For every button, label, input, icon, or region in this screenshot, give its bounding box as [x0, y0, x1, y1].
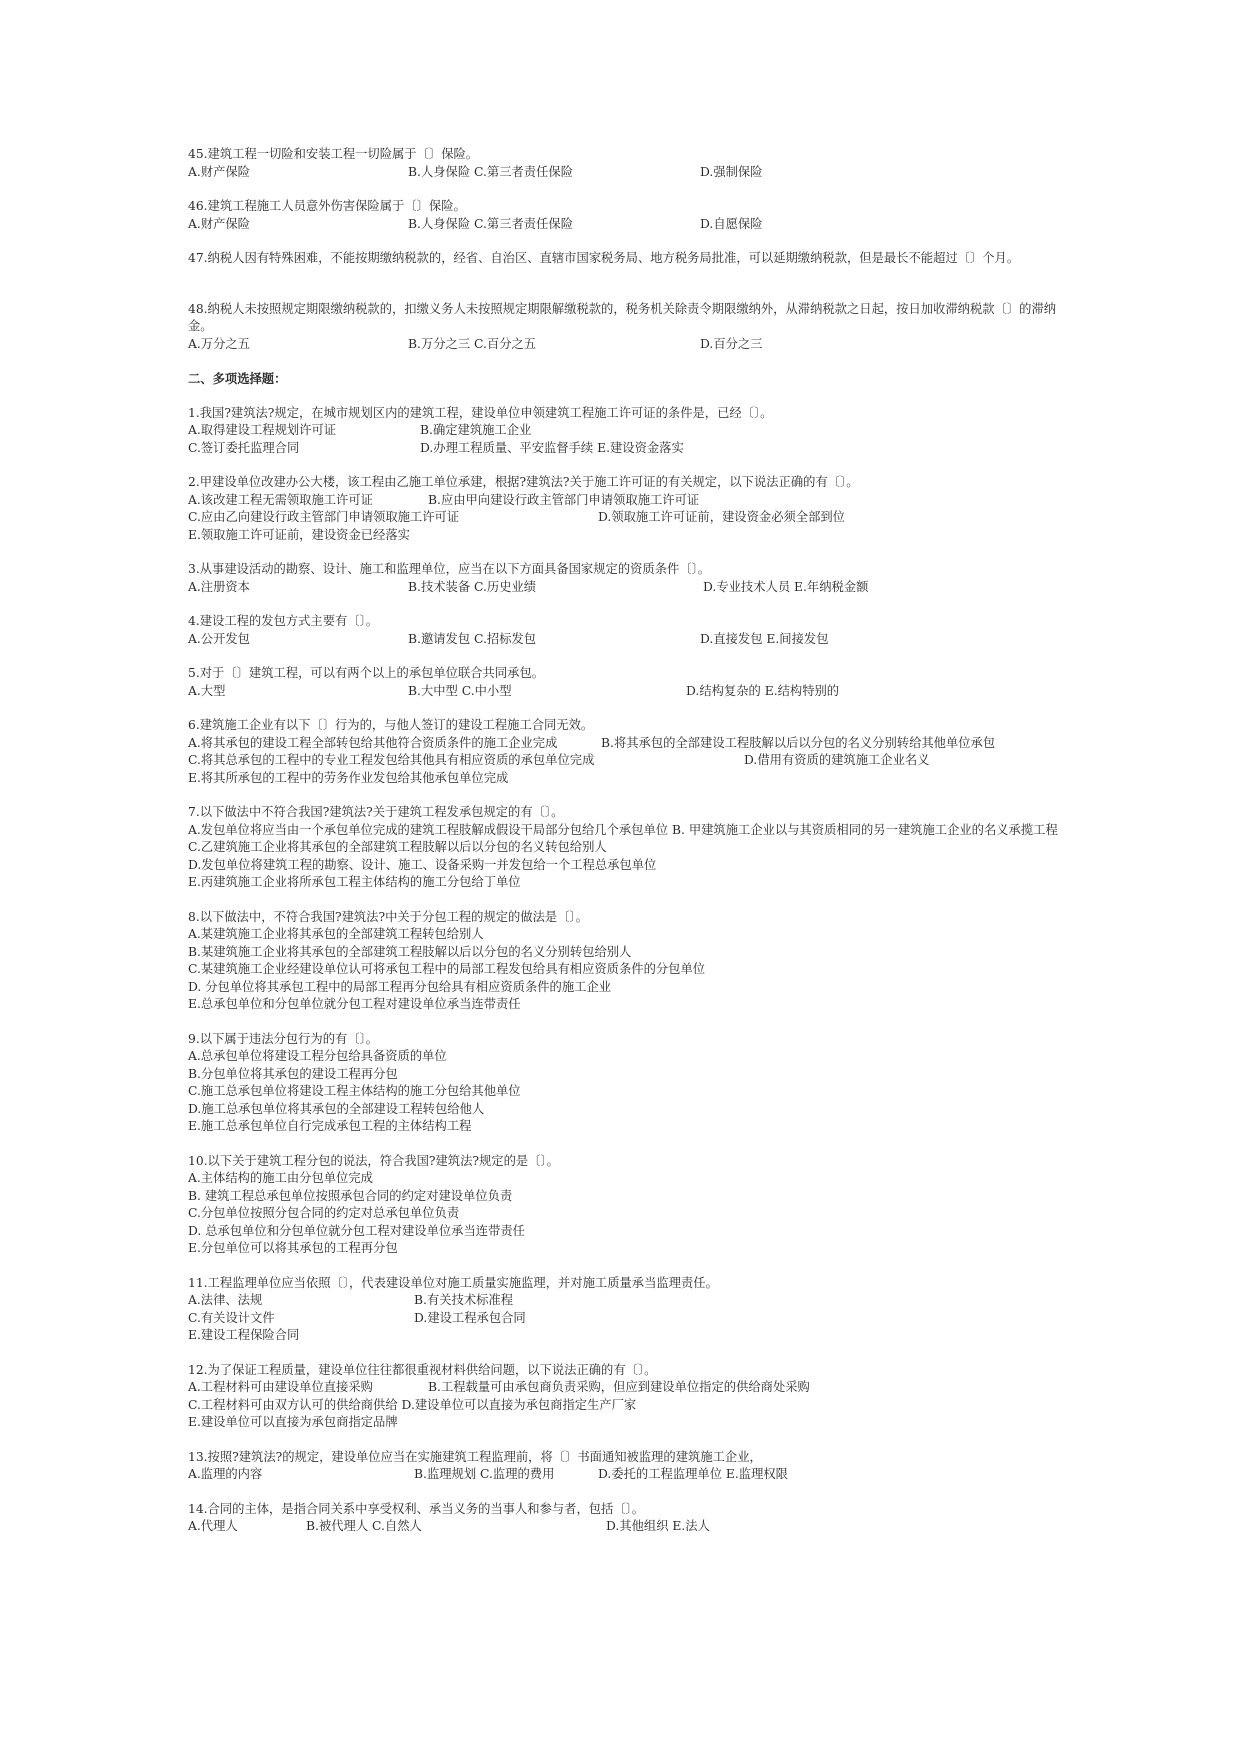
- options-row: [188, 1518, 1058, 1536]
- option: A.发包单位将应当由一个承包单位完成的建筑工程肢解成假设干局部分包给几个承包单位 B. 甲建筑施工企业以与其资质相同的另一建筑施工企业的名义承揽工程: [188, 822, 1058, 837]
- question-text: 2.甲建设单位改建办公大楼，该工程由乙施工单位承建，根据?建筑法?关于施工许可证的有关规定，以下说法正确的有〔〕。: [188, 475, 859, 489]
- question-text: 47.纳税人因有特殊困难，不能按期缴纳税款的，经省、自治区、直辖市国家税务局、地方税务局批准，可以延期缴纳税款，但是最长不能超过〔〕个月。: [188, 251, 1020, 265]
- option: D. 分包单位将其承包工程中的局部工程再分包给具有相应资质条件的施工企业: [188, 979, 612, 994]
- question-text: 3.从事建设活动的勘察、设计、施工和监理单位，应当在以下方面具备国家规定的资质条件〔〕。: [188, 562, 711, 576]
- option: B.大中型 C.中小型: [408, 683, 512, 698]
- option: B.某建筑施工企业将其承包的全部建筑工程肢解以后以分包的名义分别转包给别人: [188, 944, 632, 959]
- option: B.应由甲向建设行政主管部门申请领取施工许可证: [428, 492, 700, 507]
- option: A.大型: [188, 683, 226, 698]
- option: C.施工总承包单位将建设工程主体结构的施工分包给其他单位: [188, 1084, 521, 1098]
- option: E.分包单位可以将其承包的工程再分包: [188, 1241, 398, 1255]
- option: C.签订委托监理合同: [188, 440, 300, 455]
- question-text: 1.我国?建筑法?规定，在城市规划区内的建筑工程，建设单位申领建筑工程施工许可证的条件是，已经〔〕。: [188, 405, 773, 420]
- option: B.技术装备 C.历史业绩: [408, 579, 537, 594]
- option: B.有关技术标准程: [414, 1293, 514, 1307]
- option: D.借用有资质的建筑施工企业名义: [744, 753, 930, 767]
- question-46: [188, 198, 1058, 233]
- multi-question-10: [188, 1153, 1058, 1258]
- option: B.被代理人 C.自然人: [306, 1519, 422, 1533]
- question-47: [188, 250, 1058, 268]
- option: D.施工总承包单位将其承包的全部建设工程转包给他人: [188, 1101, 485, 1116]
- option: C.乙建筑施工企业将其承包的全部建筑工程肢解以后以分包的名义转包给别人: [188, 840, 607, 854]
- option: D.专业技术人员 E.年纳税金额: [703, 579, 869, 594]
- options-row: [188, 509, 1058, 527]
- option: D.领取施工许可证前，建设资金必须全部到位: [598, 510, 845, 524]
- options-row: [188, 492, 1058, 510]
- options-row: [188, 164, 1058, 182]
- question-45: [188, 146, 1058, 181]
- option-d: D.强制保险: [700, 164, 763, 179]
- option: A.注册资本: [188, 579, 250, 594]
- option-d: D.百分之三: [700, 336, 763, 351]
- options-row: [188, 1466, 1058, 1484]
- option: C.应由乙向建设行政主管部门申请领取施工许可证: [188, 510, 460, 524]
- options-row: [188, 1327, 1058, 1345]
- option: E.将其所承包的工程中的劳务作业发包给其他承包单位完成: [188, 770, 509, 785]
- option: C.分包单位按照分包合同的约定对总承包单位负责: [188, 1206, 460, 1220]
- question-text: 7.以下做法中不符合我国?建筑法?关于建筑工程发承包规定的有〔〕。: [188, 805, 564, 819]
- question-text: 48.纳税人未按照规定期限缴纳税款的，扣缴义务人未按照规定期限解缴税款的，税务机关除责令期限缴纳外，从滞纳税款之日起，按日加收滞纳税款〔〕的滞纳金。: [188, 301, 1057, 333]
- question-text: 45.建筑工程一切险和安装工程一切险属于〔〕保险。: [188, 147, 479, 161]
- option: B.分包单位将其承包的建设工程再分包: [188, 1066, 398, 1081]
- options-row: [188, 683, 1058, 701]
- question-text: 14.合同的主体，是指合同关系中享受权利、承当义务的当事人和参与者，包括〔〕。: [188, 1501, 645, 1516]
- multi-question-7: [188, 804, 1058, 892]
- option: A.某建筑施工企业将其承包的全部建筑工程转包给别人: [188, 927, 484, 941]
- options-row: [188, 735, 1058, 753]
- option: A.主体结构的施工由分包单位完成: [188, 1171, 373, 1185]
- option: E.丙建筑施工企业将所承包工程主体结构的施工分包给丁单位: [188, 875, 521, 889]
- option: E.建设单位可以直接为承包商指定品牌: [188, 1415, 398, 1429]
- option: B.邀请发包 C.招标发包: [408, 631, 537, 646]
- option: A.监理的内容: [188, 1467, 263, 1481]
- option-a: A.万分之五: [188, 336, 250, 351]
- option-b-c: B.人身保险 C.第三者责任保险: [408, 164, 573, 179]
- multi-question-14: [188, 1501, 1058, 1536]
- multi-question-2: [188, 474, 1058, 544]
- option: E.领取施工许可证前，建设资金已经落实: [188, 527, 410, 542]
- multi-question-6: [188, 717, 1058, 787]
- options-row: [188, 631, 1058, 649]
- option: B.监理规划 C.监理的费用: [414, 1467, 555, 1481]
- option-b-c: B.人身保险 C.第三者责任保险: [408, 216, 573, 231]
- option: E.施工总承包单位自行完成承包工程的主体结构工程: [188, 1119, 472, 1133]
- option: E.总承包单位和分包单位就分包工程对建设单位承当连带责任: [188, 997, 521, 1011]
- multi-question-3: [188, 561, 1058, 596]
- option: C.某建筑施工企业经建设单位认可将承包工程中的局部工程发包给具有相应资质条件的分包单位: [188, 962, 706, 976]
- section-title: 二、多项选择题：: [188, 371, 287, 386]
- options-row: [188, 1414, 1058, 1432]
- options-row: [188, 579, 1058, 597]
- question-text: 10.以下关于建筑工程分包的说法，符合我国?建筑法?规定的是〔〕。: [188, 1153, 559, 1168]
- option-a: A.财产保险: [188, 164, 250, 179]
- options-row: [188, 527, 1058, 545]
- question-text: 9.以下属于违法分包行为的有〔〕。: [188, 1031, 379, 1046]
- option: C.有关设计文件: [188, 1310, 275, 1325]
- option: D.办理工程质量、平安监督手续 E.建设资金落实: [420, 440, 684, 455]
- option: B.工程载量可由承包商负责采购，但应到建设单位指定的供给商处采购: [428, 1380, 810, 1394]
- multi-question-13: [188, 1449, 1058, 1484]
- option: B.将其承包的全部建设工程肢解以后以分包的名义分别转给其他单位承包: [601, 735, 996, 750]
- option: D.直接发包 E.间接发包: [700, 631, 829, 646]
- multi-question-11: [188, 1275, 1058, 1345]
- multi-question-5: [188, 665, 1058, 700]
- question-text: 13.按照?建筑法?的规定，建设单位应当在实施建筑工程监理前，将〔〕书面通知被监理的建筑施工企业，: [188, 1449, 762, 1464]
- options-row: [188, 336, 1058, 354]
- option: A.法律、法规: [188, 1293, 263, 1307]
- option-b-c: B.万分之三 C.百分之五: [408, 336, 537, 351]
- option: D.委托的工程监理单位 E.监理权限: [598, 1467, 788, 1481]
- option: A.将其承包的建设工程全部转包给其他符合资质条件的施工企业完成: [188, 735, 558, 750]
- options-row: [188, 1379, 1058, 1397]
- option: B. 建筑工程总承包单位按照承包合同的约定对建设单位负责: [188, 1188, 513, 1203]
- question-48: [188, 301, 1058, 354]
- question-text: 12.为了保证工程质量，建设单位往往都很重视材料供给问题，以下说法正确的有〔〕。: [188, 1362, 657, 1377]
- question-text: 8.以下做法中，不符合我国?建筑法?中关于分包工程的规定的做法是〔〕。: [188, 909, 588, 924]
- option: D. 总承包单位和分包单位就分包工程对建设单位承当连带责任: [188, 1223, 525, 1238]
- options-row: [188, 440, 1058, 458]
- document-page: [188, 146, 1058, 1553]
- option: A.工程材料可由建设单位直接采购: [188, 1380, 373, 1394]
- option: C.将其总承包的工程中的专业工程发包给其他具有相应资质的承包单位完成: [188, 753, 595, 767]
- options-row: [188, 752, 1058, 770]
- option: D.建设工程承包合同: [414, 1310, 526, 1325]
- option: A.公开发包: [188, 631, 250, 646]
- option: A.该改建工程无需领取施工许可证: [188, 492, 373, 507]
- option: A.取得建设工程规划许可证: [188, 423, 337, 437]
- multi-question-1: [188, 405, 1058, 458]
- option: E.建设工程保险合同: [188, 1328, 300, 1342]
- multi-question-12: [188, 1362, 1058, 1432]
- question-text: 46.建筑工程施工人员意外伤害保险属于〔〕保险。: [188, 199, 466, 213]
- option: A.总承包单位将建设工程分包给具备资质的单位: [188, 1049, 447, 1063]
- multi-question-9: [188, 1031, 1058, 1136]
- options-row: [188, 1397, 1058, 1415]
- option: B.确定建筑施工企业: [420, 423, 532, 437]
- options-row: [188, 1310, 1058, 1328]
- option-a: A.财产保险: [188, 216, 250, 231]
- options-row: [188, 770, 1058, 788]
- option: A.代理人: [188, 1519, 238, 1533]
- question-text: 4.建设工程的发包方式主要有〔〕。: [188, 614, 379, 628]
- question-text: 5.对于〔〕建筑工程，可以有两个以上的承包单位联合共同承包。: [188, 666, 545, 680]
- option: D.发包单位将建筑工程的勘察、设计、施工、设备采购一并发包给一个工程总承包单位: [188, 857, 657, 872]
- question-text: 11.工程监理单位应当依照〔〕，代表建设单位对施工质量实施监理，并对施工质量承当监理责任。: [188, 1275, 718, 1290]
- option: D.结构复杂的 E.结构特别的: [686, 683, 840, 698]
- option: C.工程材料可由双方认可的供给商供给 D.建设单位可以直接为承包商指定生产厂家: [188, 1397, 637, 1412]
- options-row: [188, 216, 1058, 234]
- multi-question-8: [188, 909, 1058, 1014]
- options-row: [188, 422, 1058, 440]
- option: D.其他组织 E.法人: [606, 1519, 710, 1533]
- options-row: [188, 1292, 1058, 1310]
- question-text: 6.建筑施工企业有以下〔〕行为的，与他人签订的建设工程施工合同无效。: [188, 718, 594, 732]
- option-d: D.自愿保险: [700, 216, 763, 231]
- multi-question-4: [188, 613, 1058, 648]
